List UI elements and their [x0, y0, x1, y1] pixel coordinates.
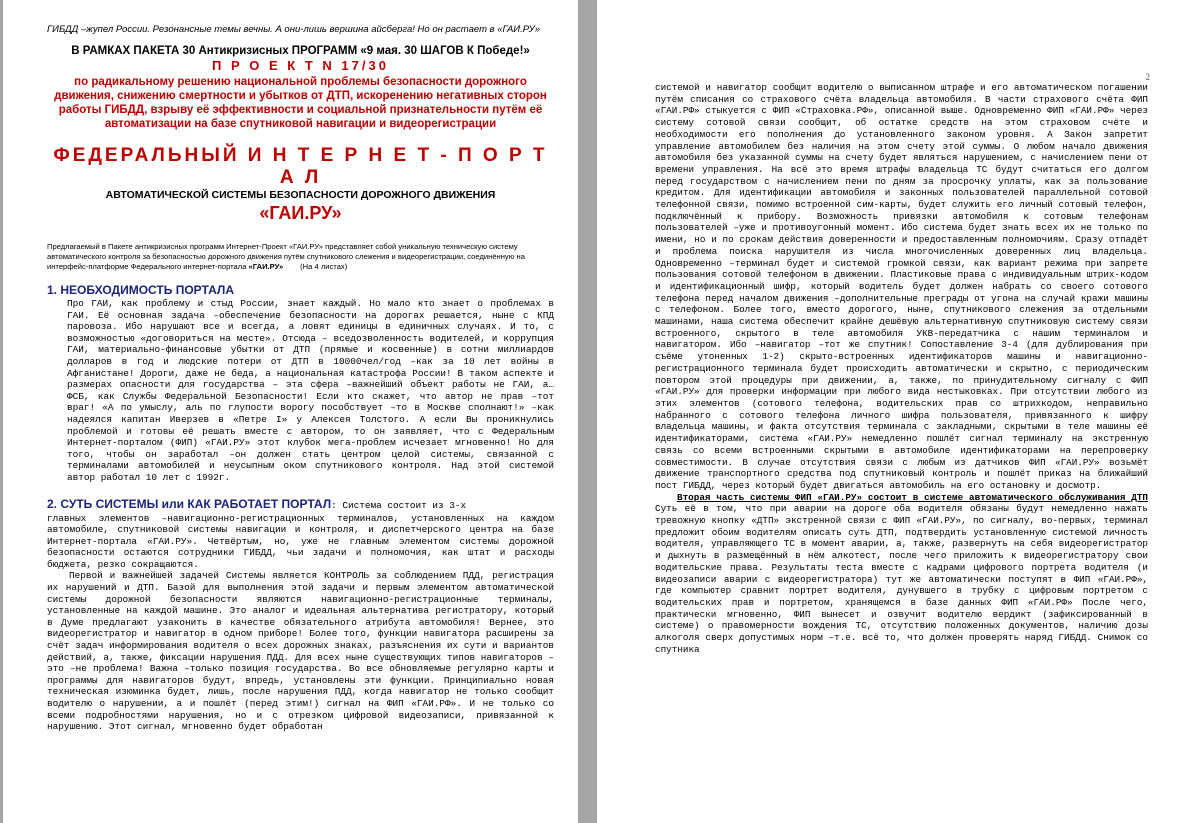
page-2-paragraph-1: системой и навигатор сообщит водителю о выписанном штрафе и его автоматическом погашении путём списания со страхового счёта владельца автомобиля. В части страхового счёта ФИП «ГАИ.РФ» стыкуется с ФИП «Страховка.РФ», описанной выше. Одновременно ФИП «ГАИ.РФ» через систему сотовой связи сообщит, об остатке средств на этом страховом счёте и необходимости его пополнения до установленного законом уровня. А Закон запретит управление автомобилем без наличия на этом счету этой суммы. О любом начало движения автомобиля без указанной суммы на счету будет являться нарушением, с начислением пени от времени управления. На всё это время штрафы владельца ТС будут считаться его долгом перед государством с начислением пени по дням за просрочку уплаты, как за пользование кредитом. Для идентификации автомобиля и законных пользователей параллельной сотовой телефонной связи, помимо встроенной сим-карты, будет служить его личный сотовый телефон, подключённый к прибору. Возможность привязки автомобиля к сотовым телефонам пользователей –уже и противоугонный момент. Ибо система будет знать всех их не только по имени, но и по срокам действия доверенности и предоставленным полномочиям. Сразу отпадёт и проблема поиска нарушителя из числа многочисленных доверенных лиц владельца. Одновременно –терминал будет и системой громкой связи, как вариант режима при запрете пользования сотовой телефоном в движении. Пластиковые права с индивидуальным штрих-кодом и идентификационный шифр, который водитель будет должен набрать со своего сотового телефона перед началом движения –дополнительные преграды от угона на случай кражи машины с телефоном. Более того, вместо дорогого, ныне, спутникового слежения за отдельными машинами, наша система обеспечит крайне дешёвую альтернативную спутниковую систему связи встроенного, скрытого в теле автомобиля УКВ-передатчика с нашим терминалом и навигатором. Ибо –навигатор –тот же спутник! Сопоставление 3-4 (для дублирования при съёме утоненных 1-2) скрыто-встроенных идентификаторов машины и навигационно-регистрационного терминала будет происходить автоматически и скрытно, с периодическим повтором этой процедуры при движении, а, также, по принудительному сигналу с ФИП «ГАИ.РУ» для проверки информации при любого вида нестыковках. При отсутствии любого из этих элементов (сотового телефона, водительских прав со штрихкодом, неправильно набранного с сотового телефона личного шифра пользователя, привязанного к шифру владельца машины, и факта отсутствия терминала с закладными, скрытыми в теле машины её идентификаторами, система «ГАИ.РУ» немедленно пошлёт сигнал терминалу на экстренную связь со всеми встроенными скрытыми в автомобиле идентификаторами на перепроверку совместимости. В случае отсутствия связи с любым из датчиков ФИП «ГАИ.РУ» возьмёт движение транспортного средства под спутниковый контроль и пошлёт приказ на ближайший пост ГИБДД, через который будет двигаться автомобиль на его остановку и досмотр.: [655, 82, 1148, 491]
section-2-heading-line: [47, 497, 554, 513]
portal-subtitle: АВТОМАТИЧЕСКОЙ СИСТЕМЫ БЕЗОПАСНОСТИ ДОРОЖНОГО ДВИЖЕНИЯ: [105, 189, 496, 201]
top-note: ГИБДД –жупел России. Резонансные темы вечны. А они-лишь вершина айсберга! Но он растает в «ГАИ.РУ»: [47, 24, 540, 35]
section-2-heading: 2. СУТЬ СИСТЕМЫ или КАК РАБОТАЕТ ПОРТАЛ: [47, 496, 332, 511]
portal-title: ФЕДЕРАЛЬНЫЙ И Н Т Е Р Н Е Т - П О Р Т А Л: [53, 145, 548, 188]
section-2-lead: : Система состоит из 3-х: [331, 499, 467, 511]
intro-paragraph: [47, 242, 554, 272]
section-2-body-b: Первой и важнейшей задачей Системы является КОНТРОЛЬ за соблюдением ПДД, регистрация их нарушений и ДТП. Базой для выполнения этой задачи и первым элементом автоматической системы дорожной безопасности являются навигационно-регистрационные терминалы, установленные на каждой машине. Это аналог и идеальная альтернатива регистратору, который в Думе предлагают узаконить в качестве обязательного атрибута автомобиля! Вернее, это видеорегистратор и навигатор в одном приборе! Более того, функции навигатора расширены за счёт задач информирования водителя о всех дорожных знаках, разъяснения их сути и вариантов действий, а, также, фиксации нарушения ПДД. Для всех ныне существующих типов навигаторов –это –не проблема! Важна –только позиция государства. Во все обновляемые регулярно карты и программы для навигаторов будут, впредь, установлены эти функции. Принципиально новая техническая изюминка будет, лишь, после нарушения ПДД, когда навигатор не только сообщит водителю о нарушении, а и пошлёт (перед этим!) сигнал на ФИП «ГАИ.РФ». И не только со всеми подробностями нарушения, но и с отрезком цифровой видеозаписи, привязанной к нарушению. Этот сигнал, мгновенно будет обработан: [47, 570, 554, 733]
page-2-paragraph-2-lead: Вторая часть системы ФИП «ГАИ.РУ» состоит в системе автоматического обслуживания ДТП: [677, 491, 1148, 503]
project-subtitle: по радикальному решению национальной проблемы безопасности дорожного движения, снижению смертности и убытков от ДТП, искоренению негативных сторон работы ГИБДД, взрыву её эффективности и социальной признательности путём её автоматизации на базе спутниковой навигации и видеорегистрации: [54, 76, 547, 130]
document-page-2: [597, 0, 1178, 823]
portal-name: «ГАИ.РУ»: [259, 203, 342, 223]
intro-bold-name: «ГАИ.РУ»: [248, 262, 284, 271]
page-2-paragraph-2-text: Суть её в том, что при аварии на дороге оба водителя обязаны будут немедленно нажать тревожную кнопку «ДТП» экстренной связи с ФИП «ГАИ.РУ», по сигналу, во-первых, терминал предложит обоим водителям описать суть ДТП, подтвердить установленную системой личность водителя, управляющего ТС в момент аварии, а, также, развернуть на себя видеорегистратор и дыхнуть в размещённый в нём алкотест, после чего приложить к видеорегистратору свои водительские права. Результаты теста вместе с кадрами цифрового портрета водителя (и видеозаписи аварии с видеорегистратора) тут же автоматически поступят в ФИП «ГАИ.РФ», где компьютер сравнит портрет водителя, дунувшего в трубку с цифровым портретом с водительских прав и портретом, хранящемся в базе данных ФИП «ГАИ.РФ» После чего, практически мгновенно, ФИП вынесет и озвучит водителю вердикт (зафиксированный в системе) о правомерности вождения ТС, отсутствию положенных документов, наличию дозы алкоголя сверх допустимых норм –т.е. всё то, что должен проверять наряд ГИБДД. Снимок со спутника: [655, 503, 1148, 655]
section-1-body: Про ГАИ, как проблему и стыд России, знает каждый. Но мало кто знает о проблемах в ГАИ. Её основная задача –обеспечение безопасности на дорогах решается, ныне с КПД паровоза. Ибо нарушают все и всегда, а ловят единицы в единичных случаях. И то, с возможностью «договориться на месте». Отсюда – вседозволенность водителей, и коррупция ГАИ, материально-финансовые убытки от ДТП (прямые и косвенные) в сотни миллиардов долларов в год и людские потери от ДТП в 10000чел/год –как за 10 лет войны в Афганистане! Дороги, даже не беда, а национальная катастрофа России! В таком аспекте и размерах опасности для государства – эта сфера –важнейший объект работы не ГАИ, а… ФСБ, как Службы Федеральной Безопасности! Если кто скажет, что автор не прав –тот враг! «А по умыслу, аль по глупости ворогу пособствует –то в Москве сполнают!» –как надеялся капитан Иверзев в «Петре I» у Алексея Толстого. А если Вы проникнулись проблемой и готовы её решать вместе с автором, то он заявляет, что с Федеральным Интернет-порталом (ФИП) «ГАИ.РУ» этот клубок мега-проблем исчезает мгновенно! Но для того, чтобы он заработал –он должен стать центром целой системы, связанной с терминалами автомобилей и неусыпным оком спутникового контроля. Над этой системой автор работал 10 лет с 1992г.: [67, 298, 554, 483]
program-header: В РАМКАХ ПАКЕТА 30 Антикризисных ПРОГРАММ «9 мая. 30 ШАГОВ К Победе!»: [71, 45, 530, 57]
intro-sheets: (На 4 листах): [300, 262, 348, 271]
intro-text: Предлагаемый в Пакете антикризисных программ Интернет-Проект «ГАИ.РУ» представляет собой уникальную техническую систему автоматического контроля за безопасностью дорожного движения путём спутникового слежения и видеорегистрации, соединённую на интерфейс-платформе Федерального интернет-портала: [47, 242, 525, 271]
project-number: П Р О Е К Т N 17/30: [212, 58, 389, 73]
page-2-paragraph-2: [655, 492, 1148, 656]
section-1-heading: 1. НЕОБХОДИМОСТЬ ПОРТАЛА: [47, 283, 234, 297]
document-page-1: [3, 0, 578, 823]
section-2-body-a: главных элементов –навигационно-регистрационных терминалов, установленных на каждом автомобиле, спутниковой системы навигации и контроля, и диспетчерского центра на базе Интернет-портала «ГАИ.РУ». Четвёртым, но, уже не главным элементом системы дорожной безопасности остаются сотрудники ГИБДД, чьи задачи и полномочия, как штат и расходы бюджета, резко сокращаются.: [47, 512, 554, 570]
page-number: 2: [1145, 72, 1150, 82]
